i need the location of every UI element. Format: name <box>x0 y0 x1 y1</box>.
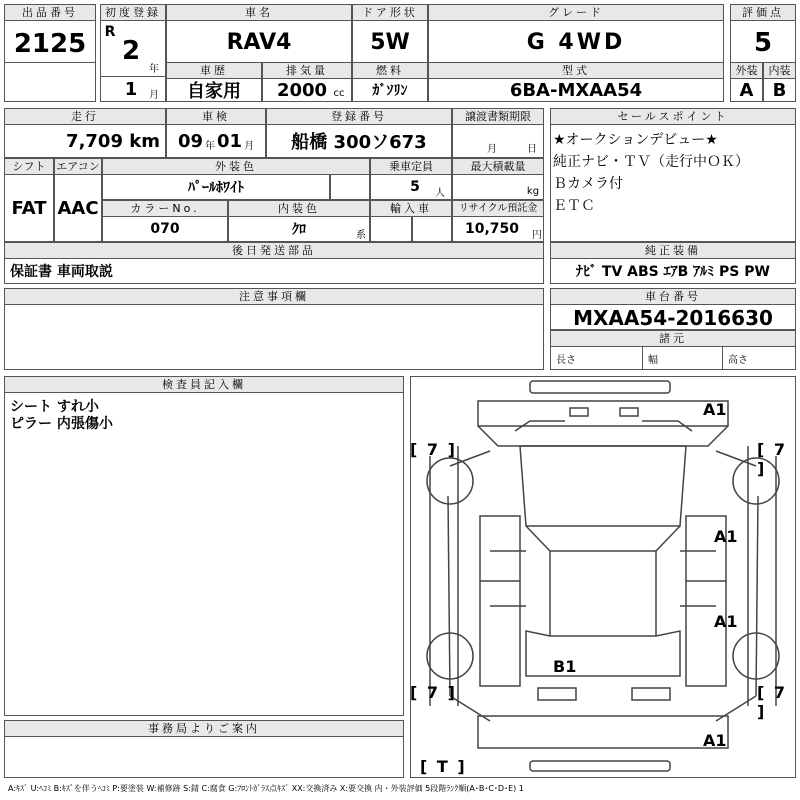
chassis: MXAA54-2016630 <box>573 306 773 330</box>
later-parts: 保証書 車両取説 <box>10 264 113 280</box>
shift: FAT <box>11 197 47 219</box>
score-label: 評価点 <box>730 4 796 21</box>
spec-height: 高さ <box>728 354 748 366</box>
displacement-label: 排気量 <box>262 62 352 79</box>
sales-line-4: ＥＴＣ <box>553 198 595 214</box>
inspection-year-unit: 年 <box>205 140 215 152</box>
recycle: 10,750 <box>464 221 520 237</box>
inspector-line-2: ピラー 内張傷小 <box>10 416 113 432</box>
displacement-unit: cc <box>333 87 345 99</box>
recycle-label: リサイクル預託金 <box>452 200 544 217</box>
genuine: ﾅﾋﾞ TV ABS ｴｱB ｱﾙﾐ PS PW <box>576 264 770 280</box>
bracket-br: [ 7 ] <box>757 683 788 721</box>
interior-color: ｸﾛ <box>292 222 306 238</box>
inspector-box <box>4 392 404 716</box>
grade: G 4WD <box>526 29 626 55</box>
first-reg-year: 2 <box>121 36 141 66</box>
sales-points-label: セールスポイント <box>550 108 796 125</box>
interior-color-label: 内装色 <box>228 200 370 217</box>
chassis-label: 車台番号 <box>550 288 796 305</box>
spec-width: 幅 <box>648 354 658 366</box>
mileage-value: 7,709 <box>66 130 123 152</box>
reg-number: 船橋 300ソ673 <box>291 132 427 153</box>
import-box <box>370 216 412 242</box>
transfer-docs-label: 譲渡書類期限 <box>452 108 544 125</box>
bracket-b: [ T ] <box>420 757 467 776</box>
specs-label: 諸元 <box>550 330 796 347</box>
exterior-color-label: 外装色 <box>102 158 370 175</box>
sales-line-3: Ｂカメラ付 <box>553 176 623 192</box>
capacity-unit: 人 <box>435 187 445 199</box>
capacity: 5 <box>410 179 420 195</box>
exterior-grade: A <box>739 79 754 101</box>
exterior-color: ﾊﾟｰﾙﾎﾜｲﾄ <box>188 180 244 196</box>
fuel: ｶﾞｿﾘﾝ <box>372 83 408 99</box>
inspector-label: 検査員記入欄 <box>4 376 404 393</box>
interior-color-unit: 系 <box>356 229 366 241</box>
bracket-bl: [ 7 ] <box>410 683 457 702</box>
transfer-day-unit: 日 <box>527 143 537 155</box>
capacity-label: 乗車定員 <box>370 158 452 175</box>
office-label: 事務局よりご案内 <box>4 720 404 737</box>
color-no: 070 <box>150 221 180 237</box>
inspection-label: 車検 <box>166 108 266 125</box>
door: 5W <box>370 29 410 55</box>
damage-a1-right-2: A1 <box>714 612 738 631</box>
mileage <box>4 126 166 156</box>
sales-line-1: ★オークションデビュー★ <box>553 132 718 148</box>
door-label: ドア形状 <box>352 4 428 21</box>
model-label: 型式 <box>428 62 724 79</box>
damage-a1-bottom: A1 <box>703 731 727 750</box>
era: R <box>104 24 116 40</box>
ext-color-box2 <box>330 174 370 200</box>
bracket-tl: [ 7 ] <box>410 440 457 459</box>
office-box <box>4 736 404 778</box>
divider <box>4 62 96 63</box>
legend: A:ｷｽﾞ U:ﾍｺﾐ B:ｷｽﾞを伴うﾍｺﾐ P:要塗装 W:補修跡 S:錆 C:腐食 G:ﾌﾛﾝﾄｶﾞﾗｽ点ｷｽﾞ XX:交換済み X:要交換 内・外装評価 5段階ﾗﾝｸ順(A･B･C･D･E) 1 <box>8 784 524 793</box>
import-label: 輸入車 <box>370 200 452 217</box>
max-load-label: 最大積載量 <box>452 158 544 175</box>
score: 5 <box>753 28 773 58</box>
fuel-label: 燃料 <box>352 62 428 79</box>
transfer-month-unit: 月 <box>487 143 497 155</box>
inspection-year: 09 <box>177 130 203 152</box>
model: 6BA-MXAA54 <box>509 79 643 101</box>
damage-b1: B1 <box>553 657 577 676</box>
car-name: RAV4 <box>226 29 292 55</box>
shift-label: シフト <box>4 158 54 175</box>
displacement: 2000 <box>276 79 328 101</box>
inspection <box>166 126 266 156</box>
first-reg-label: 初度登録 <box>100 4 166 21</box>
inspection-month: 01 <box>217 130 243 152</box>
lot-label: 出品番号 <box>4 4 96 21</box>
reg-number-label: 登録番号 <box>266 108 452 125</box>
sales-line-2: 純正ナビ・ＴＶ（走行中ＯＫ） <box>553 154 749 170</box>
color-no-label: カラーNo. <box>102 200 228 217</box>
damage-a1-right-1: A1 <box>714 527 738 546</box>
import-box2 <box>412 216 452 242</box>
later-parts-label: 後日発送部品 <box>4 242 544 259</box>
bracket-tr: [ 7 ] <box>757 440 788 478</box>
recycle-unit: 円 <box>532 229 542 241</box>
interior-grade: B <box>772 79 787 101</box>
lot-number: 2125 <box>13 29 87 59</box>
history: 自家用 <box>187 81 241 102</box>
damage-a1-top: A1 <box>703 400 727 419</box>
grade-label: グレード <box>428 4 724 21</box>
genuine-label: 純正装備 <box>550 242 796 259</box>
car-name-label: 車名 <box>166 4 352 21</box>
month-unit: 月 <box>149 89 159 101</box>
first-reg-month: 1 <box>124 78 138 100</box>
divider <box>100 76 166 77</box>
mileage-label: 走行 <box>4 108 166 125</box>
year-unit: 年 <box>149 63 159 75</box>
mileage-unit: km <box>129 130 160 152</box>
caution-box <box>4 304 544 370</box>
inspection-month-unit: 月 <box>244 140 255 152</box>
spec-length: 長さ <box>556 354 576 366</box>
caution-label: 注意事項欄 <box>4 288 544 305</box>
car-diagram <box>410 376 796 778</box>
history-label: 車歴 <box>166 62 262 79</box>
interior-grade-label: 内装 <box>763 62 796 79</box>
aircon: AAC <box>57 197 99 219</box>
aircon-label: エアコン <box>54 158 102 175</box>
inspector-line-1: シート すれ小 <box>10 399 99 415</box>
max-load-unit: kg <box>526 185 540 197</box>
exterior-grade-label: 外装 <box>730 62 763 79</box>
